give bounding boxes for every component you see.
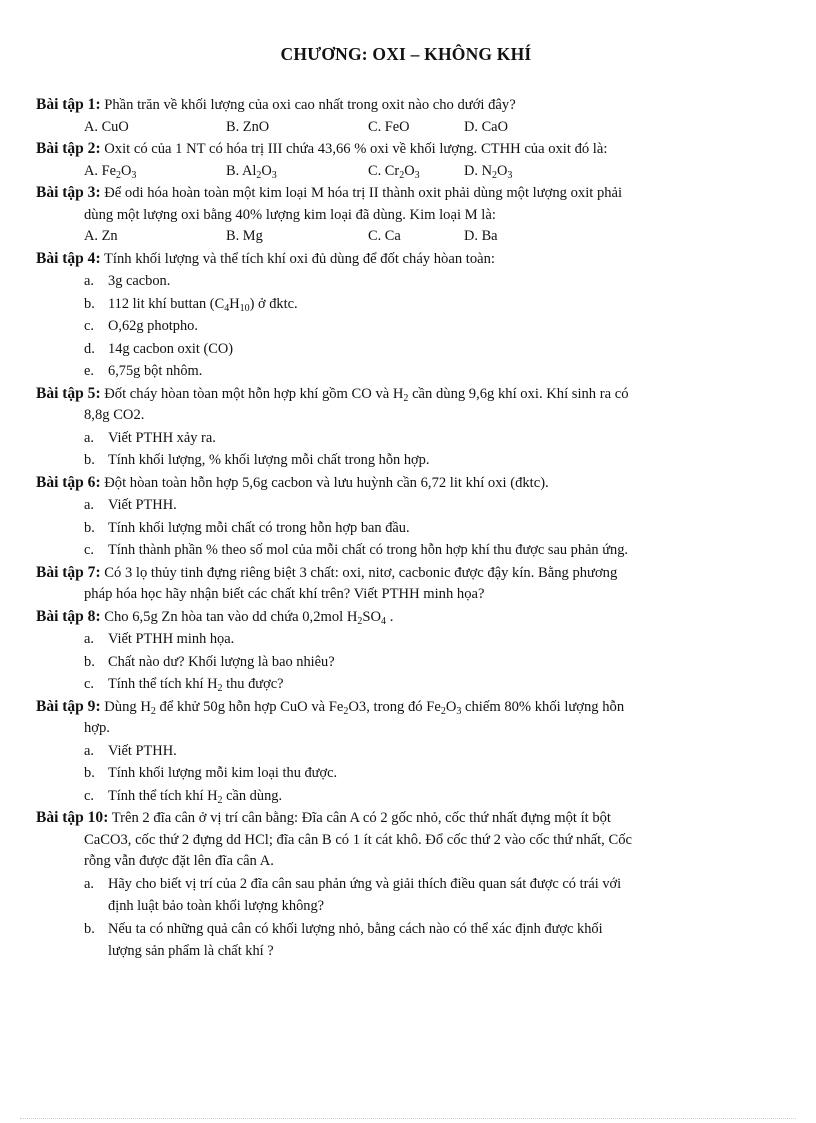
exercise-label: Bài tập 6 xyxy=(36,473,96,491)
sub-question: a. Hãy cho biết vị trí của 2 đĩa cân sau phản ứng và giải thích điều quan sát được có trái với định luật bảo toàn khối lượng không? xyxy=(84,875,622,914)
sub-question: b. Chất nào dư? Khối lượng là bao nhiêu? xyxy=(84,653,335,670)
sub-question: c. O,62g photpho. xyxy=(84,318,198,334)
exercise-stem: Oxit có của 1 NT có hóa trị III chứa 43,66 % oxi về khối lượng. CTHH của oxit đó là: xyxy=(104,141,608,157)
sub-question: a. 3g cacbon. xyxy=(84,273,171,289)
option-d: D. CaO xyxy=(464,118,508,135)
exercise-label: Bài tập 8 xyxy=(36,607,96,625)
option-a: A. CuO xyxy=(84,118,129,135)
exercise-stem-continued: dùng một lượng oxi bằng 40% lượng kim loại đã dùng. Kim loại M là: xyxy=(84,206,496,223)
sub-question: b. 112 lit khí buttan $(C_4H_{10})$ ở đktc. xyxy=(84,295,298,314)
sub-question: b. Nếu ta có những quả cân có khối lượng nhỏ, bằng cách nào có thể xác định được khối lượng sản phẩm là chất khí ? xyxy=(84,920,603,959)
option-d: D. Ba xyxy=(464,228,498,244)
exercise-7: Bài tập 7: Có 3 lọ thủy tinh đựng riêng biệt 3 chất: oxi, nitơ, cacbonic được đậy kín. Bằng phương pháp hóa học hãy nhận biết các chất khí trên? Viết PTHH minh họa? xyxy=(36,562,772,606)
exercise-stem: Đốt cháy hòan tòan một hỗn hợp khí gồm CO và $H_2$ cần dùng 9,6g khí oxi. Khí sinh ra có xyxy=(104,385,629,404)
exercise-stem-continued: pháp hóa học hãy nhận biết các chất khí trên? Viết PTHH minh họa? xyxy=(84,586,485,602)
exercise-stem: Dùng $H_2$ để khử 50g hỗn hợp CuO và $Fe_2O3$, trong đó $Fe_2O_3$ chiếm 80% khối lượng hỗn xyxy=(104,698,625,717)
exercise-5: Bài tập 5: Đốt cháy hòan tòan một hỗn hợp khí gồm CO và $H_2$ cần dùng 9,6g khí oxi. Khí sinh ra có 8,8g CO2. a. Viết PTHH xảy ra. b. Tính khối lượng, % khối lượng mỗi chất trong hỗn hợp. xyxy=(36,383,772,472)
exercise-label: Bài tập 4 xyxy=(36,249,96,267)
exercise-label: Bài tập 3 xyxy=(36,184,96,201)
sub-question: a. Viết PTHH. xyxy=(84,497,177,513)
exercise-label: Bài tập 1 xyxy=(36,96,96,113)
sub-question: a. Viết PTHH minh họa. xyxy=(84,631,235,647)
exercise-stem: Cho 6,5g Zn hòa tan vào dd chứa 0,2mol $H_2SO_4$ . xyxy=(104,608,394,627)
sub-question: c. Tính thể tích khí $H_2$ cần dùng. xyxy=(84,787,283,806)
option-b: B. ZnO xyxy=(226,118,270,135)
exercise-stem: Trên 2 đĩa cân ở vị trí cân bằng: Đĩa cân A có 2 gốc nhỏ, cốc thứ nhất đựng một ít bột xyxy=(111,810,611,826)
option-c: C. FeO xyxy=(368,118,410,135)
option-a: A. $Fe_2O_3$ xyxy=(84,162,137,181)
exercise-1: Bài tập 1: Phần trăn về khối lượng của oxi cao nhất trong oxit nào cho dưới đây? A. CuO B. ZnO C. FeO D. CaO xyxy=(36,94,772,138)
exercise-9: Bài tập 9: Dùng $H_2$ để khử 50g hỗn hợp CuO và $Fe_2O3$, trong đó $Fe_2O_3$ chiếm 80% khối lượng hỗn hợp. a. Viết PTHH. b. Tính khối lượng mỗi kim loại thu được. c. Tính thể tích khí $H_2$ cần dùng. xyxy=(36,696,772,808)
sub-question: a. Viết PTHH. xyxy=(84,742,177,759)
option-c: C. Ca xyxy=(368,228,401,244)
exercise-stem-continued: 8,8g CO2. xyxy=(84,407,145,423)
exercise-stem-continued: hợp. xyxy=(84,720,110,736)
sub-question: b. Tính khối lượng mỗi chất có trong hỗn hợp ban đầu. xyxy=(84,519,410,536)
exercise-10: Bài tập 10: Trên 2 đĩa cân ở vị trí cân bằng: Đĩa cân A có 2 gốc nhỏ, cốc thứ nhất đựng một ít bột CaCO3, cốc thứ 2 đựng dd HCl; đĩa cân B có 1 ít cát khô. Đổ cốc thứ 2 vào cốc thứ nhất, Cốc rỗng vẫn được đặt lên đĩa cân A. a. Hãy cho biết vị trí của 2 đĩa cân sau phản ứng và giải thích điều quan sát được có trái với định luật bảo toàn khối lượng không? b. Nếu ta có những quả cân có khối lượng nhỏ, bằng cách nào có thể xác định được khối lượng sản phẩm là chất khí ? xyxy=(36,807,772,963)
exercise-2: Bài tập 2: Oxit có của 1 NT có hóa trị III chứa 43,66 % oxi về khối lượng. CTHH của oxit đó là: A. $Fe_2O_3$ B. $Al_2O_3$ C. $Cr_2O_3$ D. $N_2O_3$ xyxy=(36,138,772,182)
exercise-stem: Đột hòan toàn hỗn hợp 5,6g cacbon và lưu huỳnh cần 6,72 lit khí oxi (đktc). xyxy=(104,474,549,491)
option-b: B. Mg xyxy=(226,228,263,244)
exercise-stem: Để odi hóa hoàn toàn một kim loại M hóa trị II thành oxit phải dùng một lượng oxit phải xyxy=(104,185,623,201)
sub-question: c. Tính thành phần % theo số mol của mỗi chất có trong hỗn hợp khí thu được sau phản ứng. xyxy=(84,542,629,558)
exercise-6: Bài tập 6: Đột hòan toàn hỗn hợp 5,6g cacbon và lưu huỳnh cần 6,72 lit khí oxi (đktc). a. Viết PTHH. b. Tính khối lượng mỗi chất có trong hỗn hợp ban đầu. c. Tính thành phần % theo số mol của mỗi chất có trong hỗn hợp khí thu được sau phản ứng. xyxy=(36,472,772,562)
option-b: B. $Al_2O_3$ xyxy=(226,162,277,181)
exercise-label: Bài tập 5 xyxy=(36,384,96,402)
sub-question: b. Tính khối lượng, % khối lượng mỗi chất trong hỗn hợp. xyxy=(84,452,430,468)
option-c: C. $Cr_2O_3$ xyxy=(368,162,420,181)
exercise-label: Bài tập 9 xyxy=(36,697,96,715)
page-bottom-dotted-line xyxy=(20,1118,796,1120)
exercise-stem: Phần trăn về khối lượng của oxi cao nhất trong oxit nào cho dưới đây? xyxy=(104,97,516,113)
exercise-4: Bài tập 4: Tính khối lượng và thể tích khí oxi đủ dùng để đốt cháy hòan toàn: a. 3g cacbon. b. 112 lit khí buttan $(C_4H_{10})$ ở đktc. c. O,62g photpho. d. 14g cacbon oxit (CO) e. 6,75g bột nhôm. xyxy=(36,248,772,383)
sub-question: c. Tính thể tích khí $H_2$ thu được? xyxy=(84,676,284,694)
exercise-stem-continued: rỗng vẫn được đặt lên đĩa cân A. xyxy=(84,853,274,869)
exercise-3: Bài tập 3: Để odi hóa hoàn toàn một kim loại M hóa trị II thành oxit phải dùng một lượng oxit phải dùng một lượng oxi bằng 40% lượng kim loại đã dùng. Kim loại M là: A. Zn B. Mg C. Ca D. Ba xyxy=(36,182,772,248)
exercise-stem: Tính khối lượng và thể tích khí oxi đủ dùng để đốt cháy hòan toàn: xyxy=(104,250,495,267)
exercise-label: Bài tập 2 xyxy=(36,140,96,157)
page-title: CHƯƠNG: OXI – KHÔNG KHÍ xyxy=(280,44,532,64)
answer-options xyxy=(36,117,772,139)
sub-question: e. 6,75g bột nhôm. xyxy=(84,363,203,379)
option-a: A. Zn xyxy=(84,228,118,244)
exercise-8: Bài tập 8: Cho 6,5g Zn hòa tan vào dd chứa 0,2mol $H_2SO_4$ . a. Viết PTHH minh họa. b. Chất nào dư? Khối lượng là bao nhiêu? c. Tính thể tích khí $H_2$ thu được? xyxy=(36,606,772,696)
exercise-list xyxy=(36,94,772,963)
exercise-label: Bài tập 7 xyxy=(36,563,96,581)
answer-options xyxy=(36,226,772,248)
exercise-label: Bài tập 10 xyxy=(36,809,104,826)
sub-question: d. 14g cacbon oxit (CO) xyxy=(84,340,234,357)
exercise-stem-continued: CaCO3, cốc thứ 2 đựng dd HCl; đĩa cân B có 1 ít cát khô. Đổ cốc thứ 2 vào cốc thứ nhất, Cốc xyxy=(84,831,632,848)
sub-question: b. Tính khối lượng mỗi kim loại thu được. xyxy=(84,765,338,781)
answer-options xyxy=(36,161,772,183)
option-d: D. $N_2O_3$ xyxy=(464,162,513,181)
sub-question: a. Viết PTHH xảy ra. xyxy=(84,429,216,446)
exercise-stem: Có 3 lọ thủy tinh đựng riêng biệt 3 chất: oxi, nitơ, cacbonic được đậy kín. Bằng phương xyxy=(104,564,618,581)
